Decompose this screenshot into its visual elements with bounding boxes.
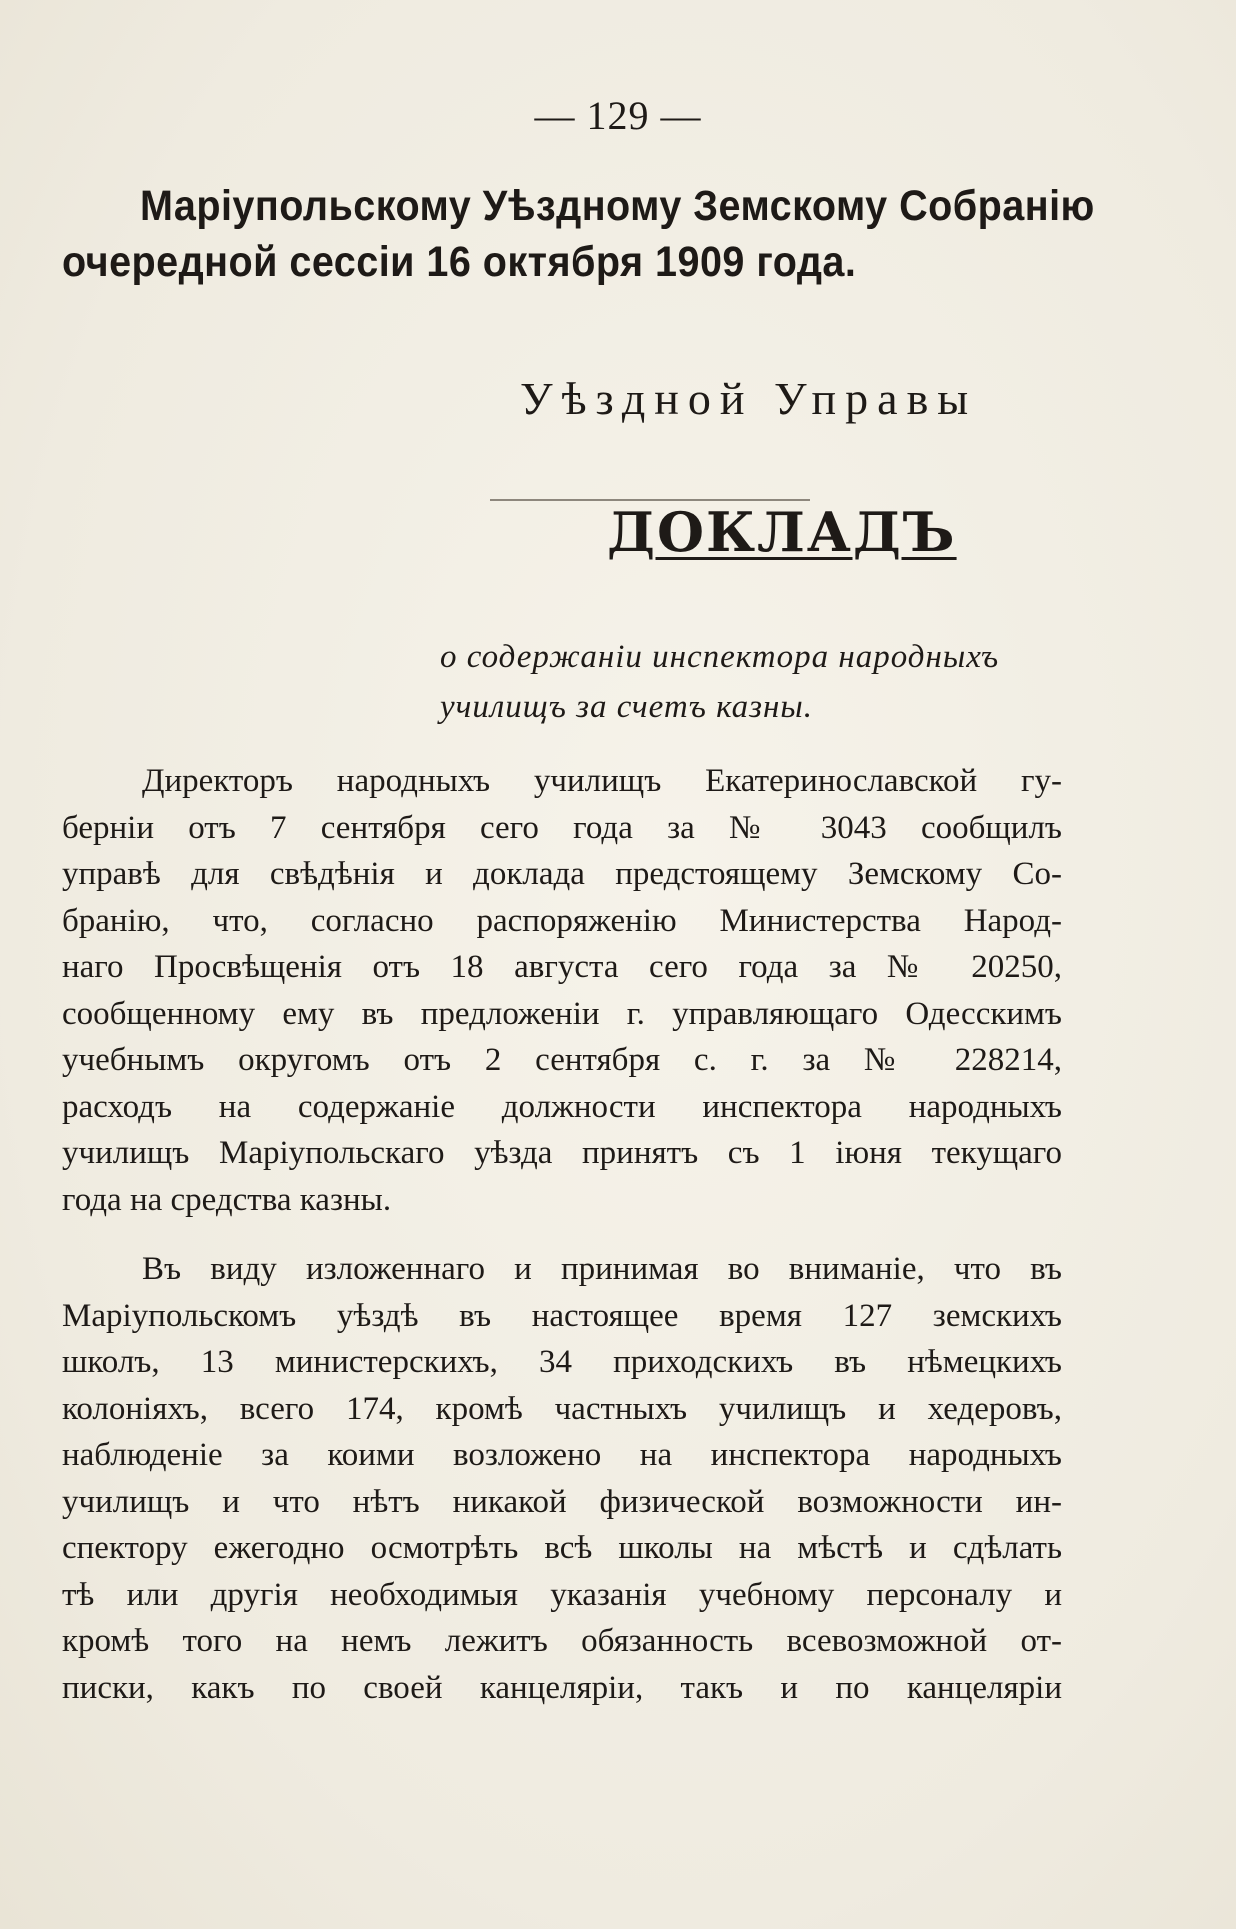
document-type-heading: ДОКЛАДЪ <box>607 500 957 564</box>
paragraph-line: учебнымъ округомъ отъ 2 сентября с. г. за № 228214, <box>62 1042 1062 1078</box>
paragraph-line: училищъ и что нѣтъ никакой физической возможности ин- <box>62 1483 1062 1520</box>
paragraph-line: сообщенному ему въ предложеніи г. управляющаго Одесскимъ <box>62 995 1062 1032</box>
paragraph-2 <box>62 1246 1062 1711</box>
authority-heading: Уѣздной Управы <box>520 373 978 424</box>
paragraph-line: спектору ежегодно осмотрѣть всѣ школы на мѣстѣ и сдѣлать <box>62 1530 1062 1566</box>
paragraph-line: Директоръ народныхъ училищъ Екатеринославской гу- <box>142 763 1062 799</box>
paragraph-line: колоніяхъ, всего 174, кромѣ частныхъ училищъ и хедеровъ, <box>62 1390 1062 1427</box>
subject-line-1: о содержаніи инспектора народныхъ <box>440 639 1000 675</box>
subject-line-2: училищъ за счетъ казны. <box>440 689 814 725</box>
header-title-line-2: очередной сессіи 16 октября 1909 года. <box>62 238 857 286</box>
paragraph-line: писки, какъ по своей канцеляріи, такъ и по канцеляріи <box>62 1669 1062 1706</box>
paragraph-line: Маріупольскомъ уѣздѣ въ настоящее время 127 земскихъ <box>62 1297 1062 1334</box>
paragraph-line: наблюденіе за коими возложено на инспектора народныхъ <box>62 1437 1062 1473</box>
paragraph-line: школъ, 13 министерскихъ, 34 приходскихъ въ нѣмецкихъ <box>62 1344 1062 1380</box>
paragraph-1 <box>62 758 1062 1223</box>
paragraph-line: Въ виду изложеннаго и принимая во вниманіе, что въ <box>142 1251 1062 1287</box>
paragraph-line: тѣ или другія необходимыя указанія учебному персоналу и <box>62 1576 1062 1613</box>
paragraph-line: года на средства казны. <box>62 1181 392 1218</box>
paragraph-line: берніи отъ 7 сентября сего года за № 3043 сообщилъ <box>62 809 1062 846</box>
paragraph-line: училищъ Маріупольскаго уѣзда принятъ съ 1 іюня текущаго <box>62 1135 1062 1171</box>
page-number: — 129 — <box>534 93 702 138</box>
paragraph-line: расходъ на содержаніе должности инспектора народныхъ <box>62 1088 1062 1125</box>
paragraph-line: управѣ для свѣдѣнія и доклада предстоящему Земскому Со- <box>62 856 1062 892</box>
paragraph-line: бранію, что, согласно распоряженію Министерства Народ- <box>62 902 1062 939</box>
paragraph-line: кромѣ того на немъ лежитъ обязанность всевозможной от- <box>62 1623 1062 1659</box>
paragraph-line: наго Просвѣщенія отъ 18 августа сего года за № 20250, <box>62 949 1062 985</box>
header-title-line-1: Маріупольскому Уѣздному Земскому Собранію <box>140 182 1095 230</box>
